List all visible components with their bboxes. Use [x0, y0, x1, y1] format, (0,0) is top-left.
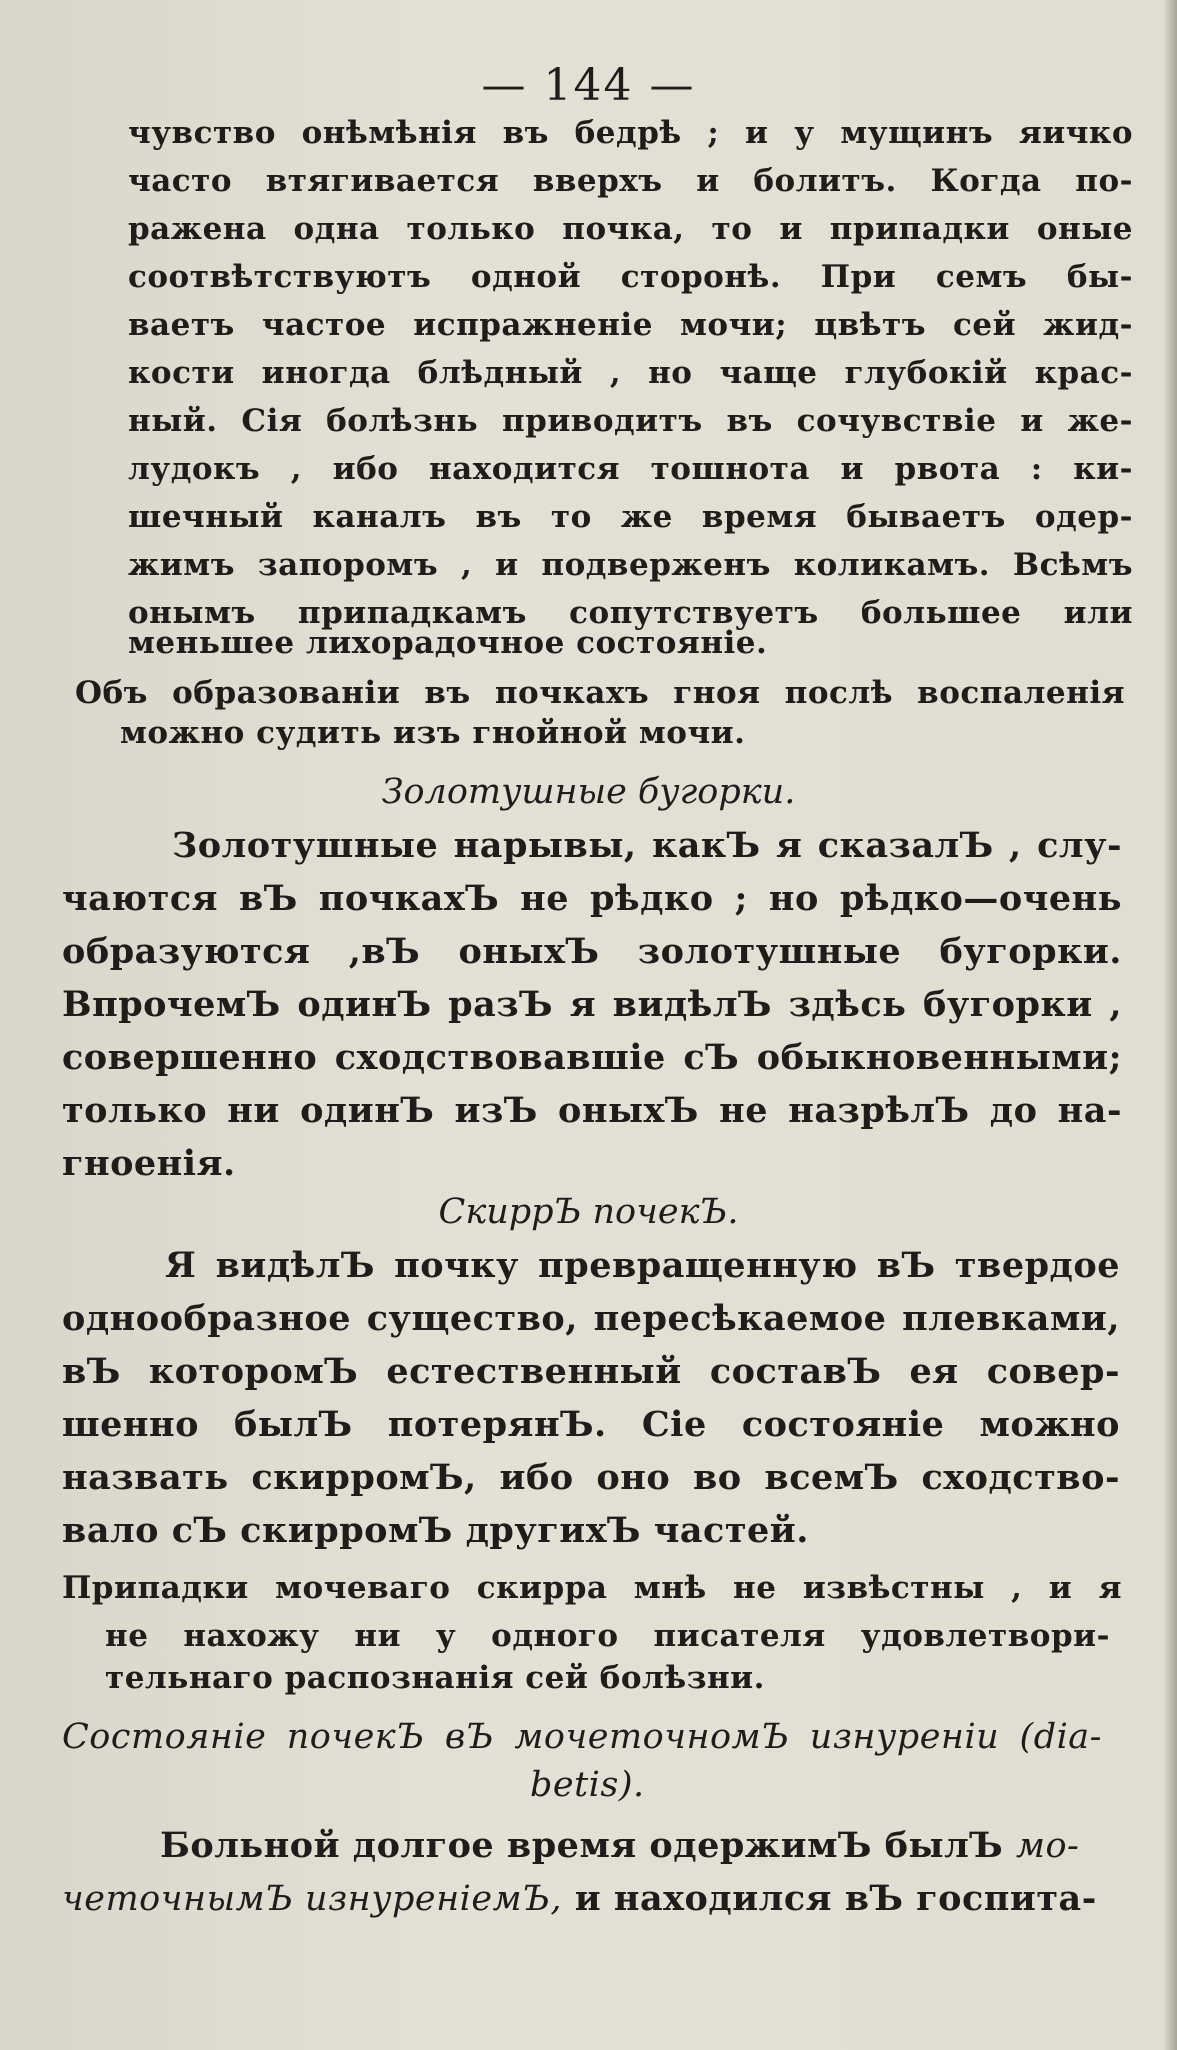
text-line: шечный каналъ въ то же время бываетъ одер- — [128, 499, 1133, 535]
text-line: чувство онѣмѣнія въ бедрѣ ; и у мущинъ яичко — [128, 115, 1133, 151]
text-line: чаются вЪ почкахЪ не рѣдко ; но рѣдко—очень — [62, 878, 1122, 919]
text-line: шенно былЪ потерянЪ. Сіе состояніе можно — [62, 1404, 1120, 1445]
section-heading: СкиррЪ почекЪ. — [438, 1192, 739, 1232]
text-line: ваетъ частое испражненіе мочи; цвѣтъ сей жид- — [128, 307, 1133, 343]
text-line: соотвѣтствуютъ одной сторонѣ. При семъ бы- — [128, 259, 1133, 295]
text-line: ВпрочемЪ одинЪ разЪ я видѣлЪ здѣсь бугорки , — [62, 984, 1122, 1025]
text-line: кости иногда блѣдный , но чаще глубокій крас- — [128, 355, 1133, 391]
text-line: тельнаго распознанія сей болѣзни. — [105, 1660, 765, 1696]
text-line: лудокъ , ибо находится тошнота и рвота : ки- — [128, 451, 1133, 487]
binding-shadow — [1163, 0, 1177, 2050]
text-line: совершенно сходствовавшіе сЪ обыкновенными; — [62, 1037, 1122, 1078]
text-line: однообразное существо, пересѣкаемое плевками, — [62, 1298, 1120, 1339]
text-line: Припадки мочеваго скирра мнѣ не извѣстны , и я — [62, 1570, 1122, 1606]
text-line: Объ образованіи въ почкахъ гноя послѣ воспаленія — [75, 675, 1125, 711]
text-line: ражена одна только почка, то и припадки оные — [128, 211, 1133, 247]
text-line: онымъ припадкамъ сопутствуетъ большее или — [128, 595, 1133, 631]
text-line — [160, 1825, 1105, 1866]
text-span: и находился вЪ госпита- — [562, 1878, 1097, 1919]
text-span: четочнымЪ изнуреніемЪ, — [62, 1879, 563, 1919]
text-span: мо- — [1015, 1826, 1080, 1866]
text-line: вало сЪ скирромЪ другихЪ частей. — [62, 1510, 809, 1551]
section-heading: Состояніе почекЪ вЪ мочеточномЪ изнуреніи (dia- — [62, 1717, 1102, 1757]
section-heading: Золотушные бугорки. — [381, 772, 796, 812]
text-line: образуются ,вЪ оныхЪ золотушные бугорки. — [62, 931, 1122, 972]
section-heading: betis). — [530, 1765, 645, 1805]
page-number: — 144 — — [481, 60, 696, 111]
text-line: назвать скирромЪ, ибо оно во всемЪ сходство- — [62, 1457, 1120, 1498]
text-span: Больной долгое время одержимЪ былЪ — [160, 1825, 1016, 1866]
text-line: не нахожу ни у одного писателя удовлетвори- — [105, 1618, 1110, 1654]
text-line: Я видѣлЪ почку превращенную вЪ твердое — [165, 1245, 1120, 1286]
text-line: ный. Сія болѣзнь приводитъ въ сочувствіе и же- — [128, 403, 1133, 439]
text-line: гноенія. — [62, 1143, 236, 1184]
text-line: только ни одинЪ изЪ оныхЪ не назрѣлЪ до на- — [62, 1090, 1122, 1131]
text-line: меньшее лихорадочное состояніе. — [128, 625, 768, 661]
text-line: Золотушные нарывы, какЪ я сказалЪ , слу- — [172, 825, 1122, 866]
text-line: жимъ запоромъ , и подверженъ коликамъ. Всѣмъ — [128, 547, 1133, 583]
text-line: часто втягивается вверхъ и болитъ. Когда по- — [128, 163, 1133, 199]
text-line: можно судить изъ гнойной мочи. — [120, 715, 746, 751]
text-line: вЪ которомЪ естественный составЪ ея совер- — [62, 1351, 1120, 1392]
text-line — [62, 1878, 1107, 1919]
